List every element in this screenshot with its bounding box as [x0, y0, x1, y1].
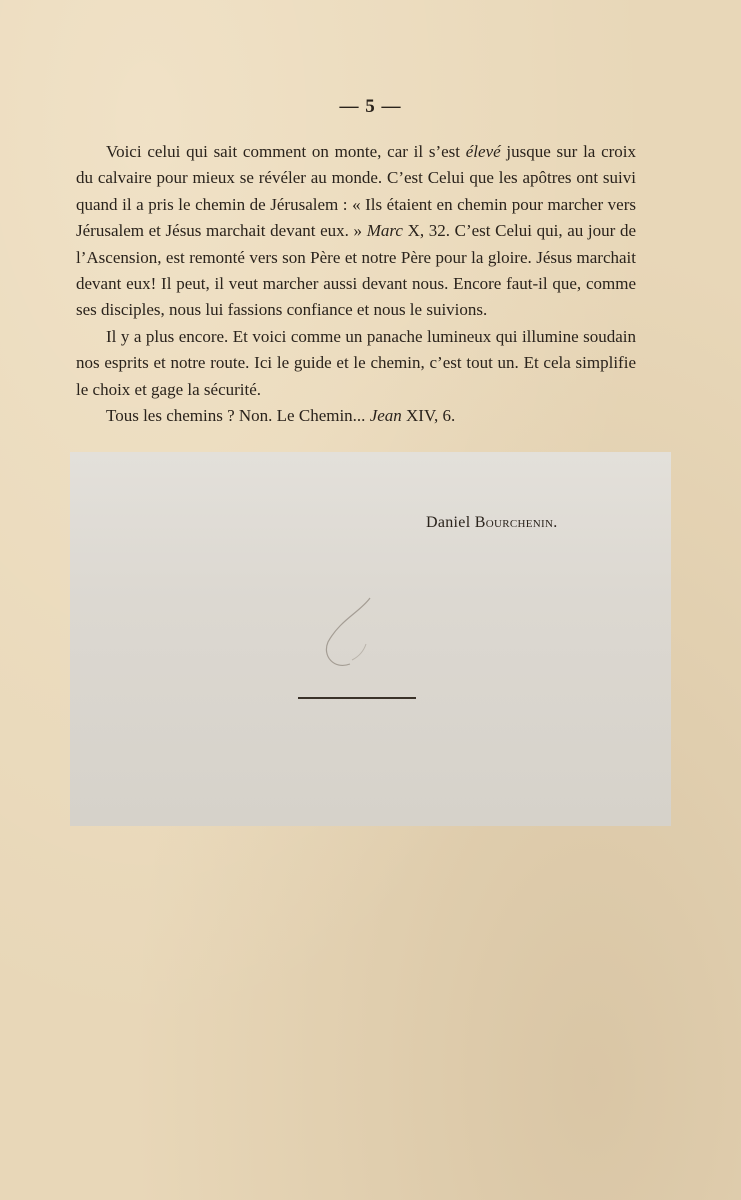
text-segment: Il y a plus encore. Et voici comme un panache lumineux qui illumine soudain nos esprits et notre route. Ici le guide et le chemin, c’est tout un. Et cela simplifie le choix et gage la sécurité.	[76, 326, 636, 399]
text-segment: X, 32. C’est Celui qui, au jour de l’Ascension, est remonté vers son Père et notre Père pour la gloire. Jésus marchait devant eux! Il peut, il veut marcher aussi devant nous. Encore faut-il que, comme ses disciples, nous lui fassions confiance et nous le suivions.	[76, 221, 636, 320]
italic-text: Marc	[366, 221, 403, 241]
paragraph	[76, 403, 636, 429]
italic-text: Jean	[369, 406, 402, 426]
author-signature	[426, 514, 558, 532]
body-text	[76, 139, 636, 429]
page-number: — 5 —	[339, 96, 402, 117]
paragraph	[76, 139, 636, 324]
text-segment: Voici celui qui sait comment on monte, car il s’est	[106, 142, 466, 161]
text-segment: Tous les chemins ? Non. Le Chemin...	[106, 406, 370, 426]
text-segment: jusque sur la croix du calvaire pour mieux se révéler au monde. C’est Celui que les apôtres ont suivi quand il a pris le chemin de Jérusalem : « Ils étaient en chemin pour marcher vers Jérusalem et Jésus marchait devant eux. »	[76, 142, 637, 241]
italic-text: élevé	[465, 142, 501, 161]
faint-sketch-mark	[320, 590, 380, 680]
author-first-name: Daniel	[426, 514, 471, 531]
author-last-name: Bourchenin.	[474, 514, 558, 531]
text-segment: XIV, 6.	[401, 406, 456, 426]
paragraph	[76, 324, 636, 403]
section-divider	[298, 697, 416, 699]
